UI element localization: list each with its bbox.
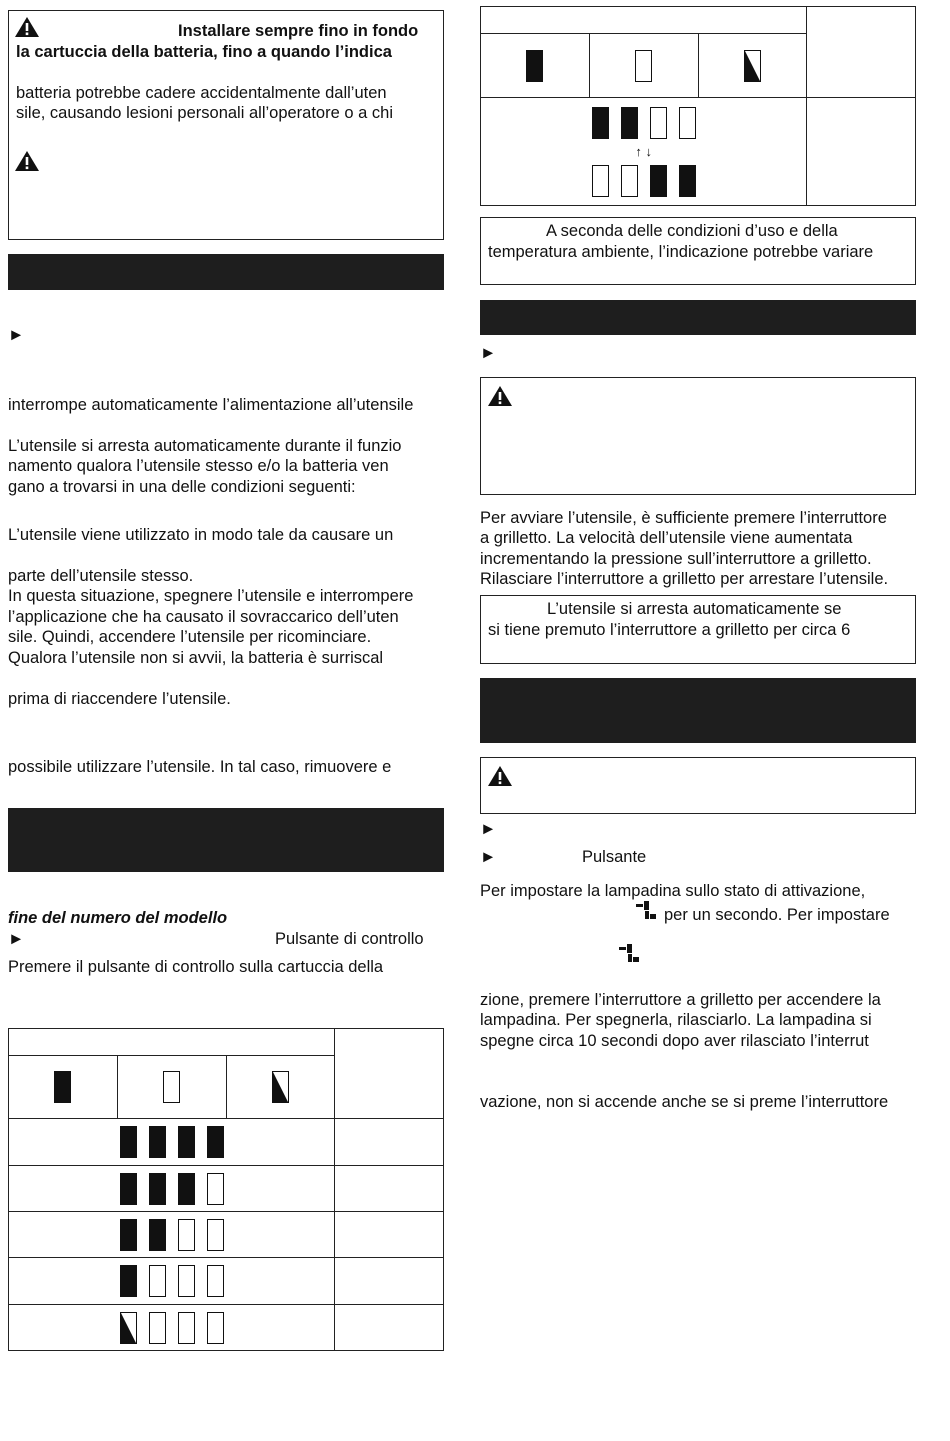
- caution-box: [480, 757, 916, 814]
- indicator-row: [9, 1212, 335, 1258]
- button-label: Pulsante: [582, 848, 647, 866]
- text-line: L’utensile si arresta automaticamente durante il funzio: [8, 437, 402, 455]
- model-heading: fine del numero del modello: [8, 909, 228, 927]
- warning-icon: [487, 385, 513, 407]
- indicator-off-icon: [163, 1071, 180, 1103]
- warning-icon: [14, 150, 40, 172]
- section-heading-bar: [480, 678, 916, 743]
- caution-box: [480, 377, 916, 495]
- text-line: zione, premere l’interruttore a grilletto per accendere la: [480, 991, 881, 1009]
- text-line: l’applicazione che ha causato il sovraccarico dell’uten: [8, 608, 399, 626]
- text-line: per un secondo. Per impostare: [664, 906, 890, 924]
- text-line: possibile utilizzare l’utensile. In tal caso, rimuovere e: [8, 758, 392, 776]
- text-line: Premere il pulsante di controllo sulla cartuccia della: [8, 958, 384, 976]
- text-line: lampadina. Per spegnerla, rilasciarlo. La lampadina si: [480, 1011, 872, 1029]
- warning-icon: [14, 16, 40, 38]
- indicator-blink-icon: [744, 50, 761, 82]
- indicator-lit-icon: [526, 50, 543, 82]
- text-line: Per impostare la lampadina sullo stato di attivazione,: [480, 882, 866, 900]
- text-line: interrompe automaticamente l’alimentazione all’utensile: [8, 396, 414, 414]
- text-line: vazione, non si accende anche se si preme l’interruttore: [480, 1093, 889, 1111]
- note-line: A seconda delle condizioni d’uso e della: [546, 222, 838, 240]
- warning-line-3: batteria potrebbe cadere accidentalmente dall’uten: [16, 84, 387, 102]
- section-heading-bar: [480, 300, 916, 335]
- text-line: parte dell’utensile stesso.: [8, 567, 194, 585]
- overheat-indicator-table: [480, 6, 916, 206]
- indicator-row: [9, 1258, 335, 1305]
- text-line: prima di riaccendere l’utensile.: [8, 690, 231, 708]
- bullet-arrow: ►: [8, 326, 25, 344]
- warning-icon: [487, 765, 513, 787]
- bullet-arrow: ►: [480, 344, 497, 362]
- indicator-blink-icon: [272, 1071, 289, 1103]
- indicator-row: [9, 1119, 335, 1166]
- warning-line-4: sile, causando lesioni personali all’operatore o a chi: [16, 104, 393, 122]
- lamp-button-icon: [619, 943, 639, 963]
- text-line: Rilasciare l’interruttore a grilletto per arrestare l’utensile.: [480, 570, 889, 588]
- indicator-row: [9, 1166, 335, 1212]
- battery-indicator-table: [8, 1028, 444, 1351]
- note-line: temperatura ambiente, l’indicazione potrebbe variare: [488, 243, 874, 261]
- indicator-alternating: [481, 98, 807, 206]
- note-line: si tiene premuto l’interruttore a grilletto per circa 6: [488, 621, 851, 639]
- text-line: In questa situazione, spegnere l’utensile e interrompere: [8, 587, 414, 605]
- warning-line-2: la cartuccia della batteria, fino a quando l’indica: [16, 43, 392, 61]
- text-line: incrementando la pressione sull’interruttore a grilletto.: [480, 550, 872, 568]
- note-line: L’utensile si arresta automaticamente se: [547, 600, 842, 618]
- text-line: Qualora l’utensile non si avvii, la batteria è surriscal: [8, 649, 384, 667]
- section-heading-bar: [8, 808, 444, 872]
- warning-line-1: Installare sempre fino in fondo: [178, 22, 419, 40]
- text-line: spegne circa 10 secondi dopo aver rilasciato l’interrut: [480, 1032, 869, 1050]
- alternate-arrows: ↑ ↓: [635, 143, 652, 159]
- section-heading-bar: [8, 254, 444, 290]
- text-line: Per avviare l’utensile, è sufficiente premere l’interruttore: [480, 509, 887, 527]
- bullet-arrow: ►: [8, 930, 25, 948]
- indicator-off-icon: [635, 50, 652, 82]
- text-line: namento qualora l’utensile stesso e/o la batteria ven: [8, 457, 389, 475]
- bullet-arrow: ►: [480, 848, 497, 866]
- check-button-label: Pulsante di controllo: [275, 930, 424, 948]
- indicator-lit-icon: [54, 1071, 71, 1103]
- text-line: gano a trovarsi in una delle condizioni seguenti:: [8, 478, 356, 496]
- bullet-arrow: ►: [480, 820, 497, 838]
- text-line: L’utensile viene utilizzato in modo tale da causare un: [8, 526, 394, 544]
- indicator-row: [9, 1305, 335, 1351]
- text-line: a grilletto. La velocità dell’utensile viene aumentata: [480, 529, 853, 547]
- lamp-button-icon: [636, 900, 656, 920]
- text-line: sile. Quindi, accendere l’utensile per ricominciare.: [8, 628, 372, 646]
